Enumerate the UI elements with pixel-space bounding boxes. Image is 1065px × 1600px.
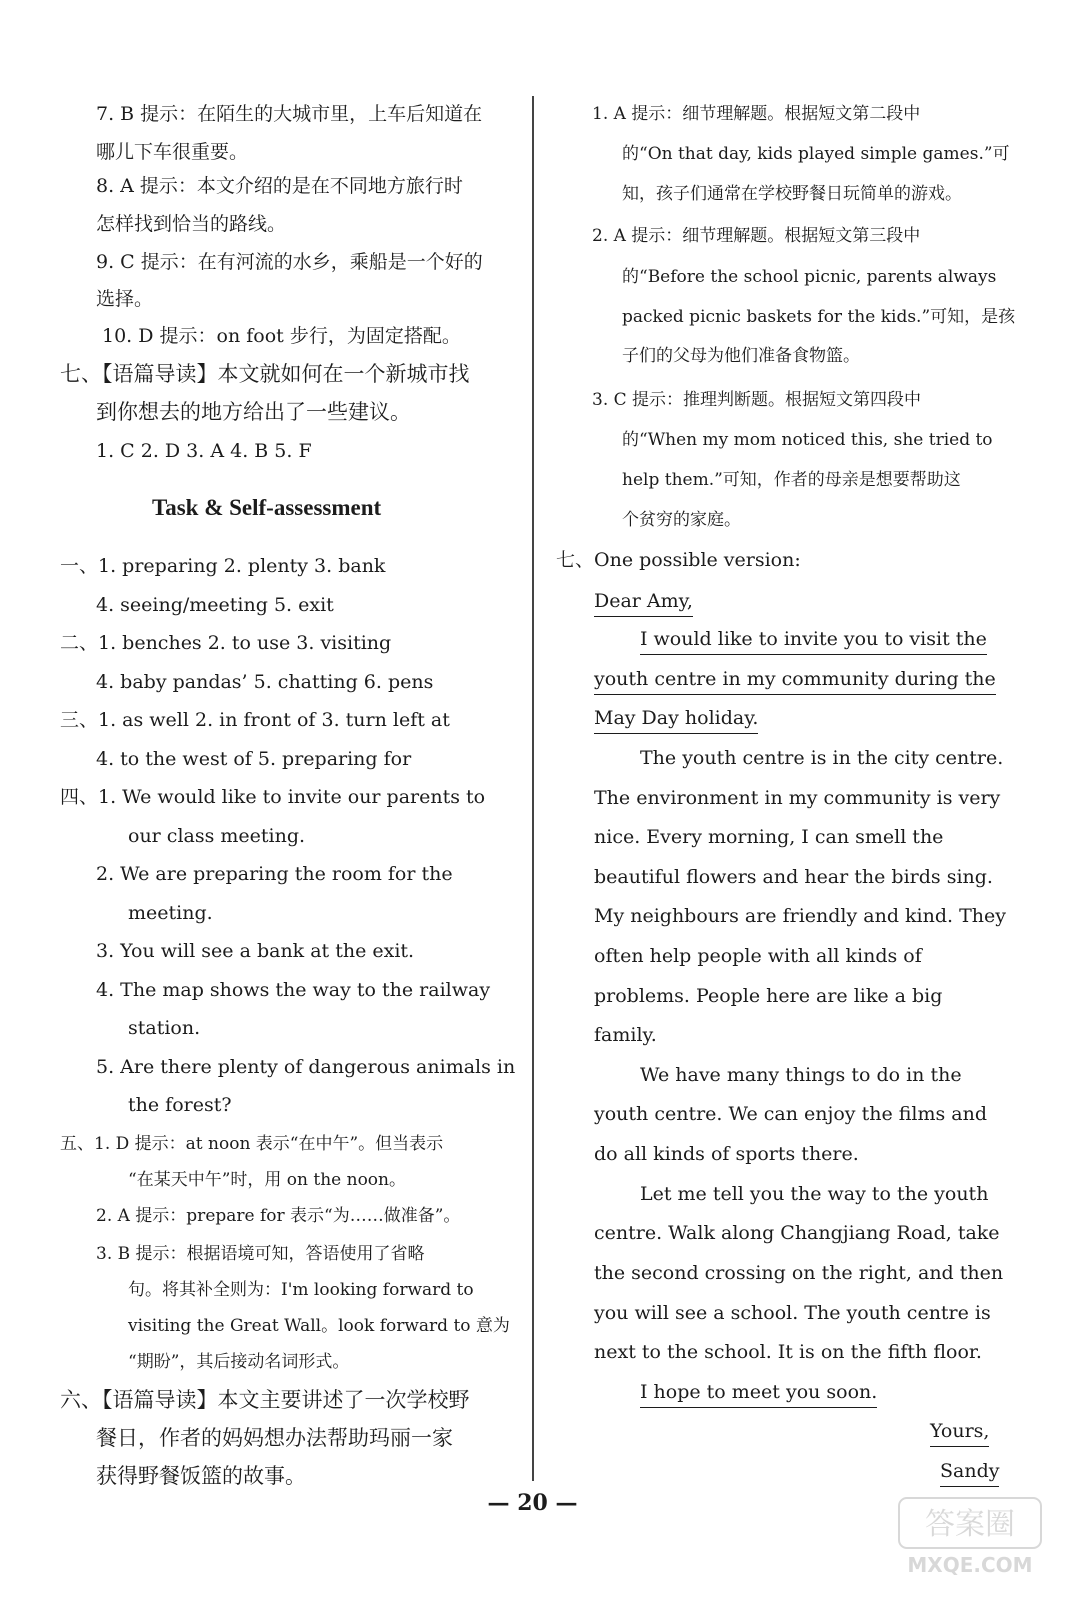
page-number: — 20 — [487, 1490, 578, 1516]
right-line: youth centre. We can enjoy the films and [594, 1103, 988, 1125]
right-line: Let me tell you the way to the youth [640, 1183, 989, 1205]
left-line: 10. D 提示：on foot 步行，为固定搭配。 [102, 325, 461, 347]
watermark-text: 答案圈 [925, 1507, 1015, 1542]
left-line: “期盼”，其后接动名词形式。 [128, 1352, 350, 1372]
right-line: 的“Before the school picnic, parents always [622, 267, 997, 287]
left-line: 获得野餐饭篮的故事。 [96, 1464, 306, 1488]
right-line: The youth centre is in the city centre. [640, 747, 1004, 769]
right-line: help them.”可知，作者的母亲是想要帮助这 [622, 470, 961, 490]
right-line: problems. People here are like a big [594, 985, 943, 1007]
right-line: May Day holiday. [594, 704, 758, 734]
left-line: 选择。 [96, 288, 154, 310]
right-line: Yours, [930, 1417, 989, 1447]
left-line: 8. A 提示：本文介绍的是在不同地方旅行时 [96, 175, 463, 197]
left-line: 到你想去的地方给出了一些建议。 [96, 400, 411, 424]
right-line: 的“On that day, kids played simple games.”可 [622, 144, 1010, 164]
watermark-logo [895, 1492, 1045, 1580]
left-line: 一、1. preparing 2. plenty 3. bank [60, 555, 386, 577]
left-line: 2. A 提示：prepare for 表示“为……做准备”。 [96, 1206, 461, 1226]
left-line: 3. You will see a bank at the exit. [96, 940, 415, 962]
left-line: meeting. [128, 902, 213, 924]
left-line: 1. C 2. D 3. A 4. B 5. F [96, 440, 312, 462]
right-line: 子们的父母为他们准备食物篮。 [622, 346, 860, 366]
left-line: 四、1. We would like to invite our parents to [60, 786, 486, 808]
left-line: 5. Are there plenty of dangerous animals in [96, 1056, 516, 1078]
left-line: Task & Self-assessment [152, 495, 382, 520]
left-line: 七、【语篇导读】本文就如何在一个新城市找 [60, 362, 470, 386]
right-line: 3. C 提示：推理判断题。根据短文第四段中 [592, 390, 922, 410]
right-line: centre. Walk along Changjiang Road, take [594, 1222, 1000, 1244]
right-line: nice. Every morning, I can smell the [594, 826, 944, 848]
left-line: 3. B 提示：根据语境可知，答语使用了省略 [96, 1244, 425, 1264]
right-line: I hope to meet you soon. [640, 1378, 877, 1408]
left-line: 三、1. as well 2. in front of 3. turn left at [60, 709, 450, 731]
left-line: 怎样找到恰当的路线。 [96, 213, 287, 235]
left-line: visiting the Great Wall。look forward to 意为 [128, 1316, 510, 1336]
right-line: family. [594, 1024, 657, 1046]
left-line: 9. C 提示：在有河流的水乡，乘船是一个好的 [96, 251, 483, 273]
left-line: 五、1. D 提示：at noon 表示“在中午”。但当表示 [60, 1134, 444, 1154]
right-line: do all kinds of sports there. [594, 1143, 859, 1165]
left-line: 2. We are preparing the room for the [96, 863, 453, 885]
right-line: beautiful flowers and hear the birds sing. [594, 866, 993, 888]
column-divider [532, 96, 534, 1481]
left-line: 句。将其补全则为：I'm looking forward to [128, 1280, 474, 1300]
right-line: packed picnic baskets for the kids.”可知，是孩 [622, 307, 1016, 327]
left-line: 4. baby pandas’ 5. chatting 6. pens [96, 671, 434, 693]
right-line: next to the school. It is on the fifth floor. [594, 1341, 982, 1363]
right-line: Sandy [940, 1457, 999, 1487]
left-line: the forest? [128, 1094, 232, 1116]
left-line: 4. seeing/meeting 5. exit [96, 594, 334, 616]
left-line: 哪儿下车很重要。 [96, 141, 249, 163]
right-line: The environment in my community is very [594, 787, 1001, 809]
right-line: often help people with all kinds of [594, 945, 922, 967]
right-line: 2. A 提示：细节理解题。根据短文第三段中 [592, 226, 921, 246]
left-line: station. [128, 1017, 201, 1039]
left-line: 4. The map shows the way to the railway [96, 979, 491, 1001]
left-line: 4. to the west of 5. preparing for [96, 748, 412, 770]
left-line: 二、1. benches 2. to use 3. visiting [60, 632, 392, 654]
watermark-domain: MXQE.COM [907, 1553, 1033, 1577]
right-line: you will see a school. The youth centre is [594, 1302, 991, 1324]
right-line: 知，孩子们通常在学校野餐日玩简单的游戏。 [622, 184, 962, 204]
right-line: We have many things to do in the [640, 1064, 962, 1086]
right-line: 个贫穷的家庭。 [622, 510, 741, 530]
left-line: 7. B 提示：在陌生的大城市里，上车后知道在 [96, 103, 483, 125]
right-line: Dear Amy, [594, 587, 693, 617]
left-line: 六、【语篇导读】本文主要讲述了一次学校野 [60, 1388, 470, 1412]
left-line: “在某天中午”时，用 on the noon。 [128, 1170, 406, 1190]
left-line: our class meeting. [128, 825, 306, 847]
right-line: 七、One possible version: [556, 549, 801, 571]
left-line: 餐日，作者的妈妈想办法帮助玛丽一家 [96, 1426, 453, 1450]
right-line: I would like to invite you to visit the [640, 625, 987, 655]
right-line: the second crossing on the right, and then [594, 1262, 1004, 1284]
right-line: youth centre in my community during the [594, 665, 996, 695]
right-line: 的“When my mom noticed this, she tried to [622, 430, 993, 450]
right-line: My neighbours are friendly and kind. They [594, 905, 1006, 927]
right-line: 1. A 提示：细节理解题。根据短文第二段中 [592, 104, 921, 124]
